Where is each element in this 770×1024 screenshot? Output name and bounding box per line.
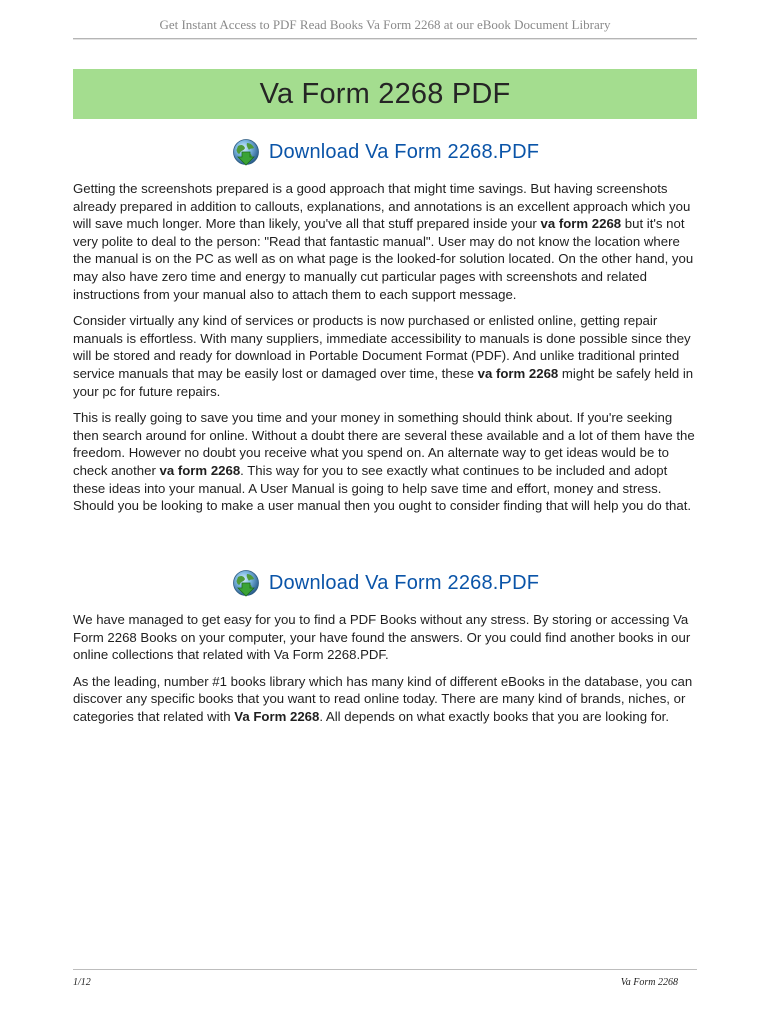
download-link-top[interactable] (73, 135, 697, 169)
globe-download-icon (231, 137, 261, 167)
keyword: va form 2268 (477, 365, 559, 381)
download-link-label: Download Va Form 2268.PDF (268, 571, 540, 594)
download-link-label: Download Va Form 2268.PDF (268, 140, 540, 163)
paragraph-5: As the leading, number #1 books library which has many kind of different eBooks in the database, you can discover any specific books that you want to read online today. There are many kind of brands, niches, or categories that related with Va Form 2268. All depends on what exactly books that you are looking for. (73, 673, 693, 724)
download-link-bottom[interactable] (73, 566, 697, 600)
page-number: 1/12 (73, 977, 91, 988)
page-header: Get Instant Access to PDF Read Books Va Form 2268 at our eBook Document Library (159, 17, 611, 32)
paragraph-2: Consider virtually any kind of services or products is now purchased or enlisted online, getting repair manuals is effortless. With many suppliers, immediate accessibility to manuals is done possible since they will be stored and ready for download in Portable Document Format (PDF). And unlike traditional printed service manuals that may be easily lost or damaged over time, these va form 2268 might be safely held in your pc for future repairs. (73, 313, 694, 399)
footer-title: Va Form 2268 (620, 977, 678, 988)
globe-download-icon (231, 568, 261, 598)
paragraph-4: We have managed to get easy for you to find a PDF Books without any stress. By storing or accessing Va Form 2268 Books on your computer, your have found the answers. Or you could find another books in our online collections that related with Va Form 2268.PDF. (73, 612, 691, 663)
keyword: va form 2268 (540, 216, 622, 232)
keyword: va form 2268 (159, 462, 241, 478)
article-section-1 (73, 180, 697, 524)
title-banner (73, 69, 697, 119)
paragraph-3: This is really going to save you time and your money in something should think about. If you're seeking then search around for online. Without a doubt there are several these available and a lot of them have the freedom. However no doubt you receive what you spend on. An alternate way to get ideas would be to check another va form 2268. This way for you to see exactly what continues to be included and adopt these ideas into your manual. A User Manual is going to help save time and effort, money and stress. Should you be looking to make a user manual then you ought to consider finding that will help you do that. (73, 410, 695, 514)
article-section-2 (73, 611, 697, 735)
page-title: Va Form 2268 PDF (259, 77, 511, 110)
footer-divider (73, 969, 697, 970)
paragraph-1: Getting the screenshots prepared is a good approach that might time savings. But having screenshots already prepared in addition to callouts, explanations, and annotations is an excellent approach which you will save much longer. More than likely, you've all that stuff prepared inside your va form 2268 but it's not very polite to deal to the person: "Read that fantastic manual". User may do not know the location where the manual is on the PC as well as on what page is the looked-for solution located. On the other hand, you may also have zero time and energy to manually cut particular pages with screenshots and related instructions from your manual also to attach them to each support message. (73, 181, 694, 302)
header-divider (73, 38, 697, 40)
keyword: Va Form 2268 (234, 708, 320, 724)
